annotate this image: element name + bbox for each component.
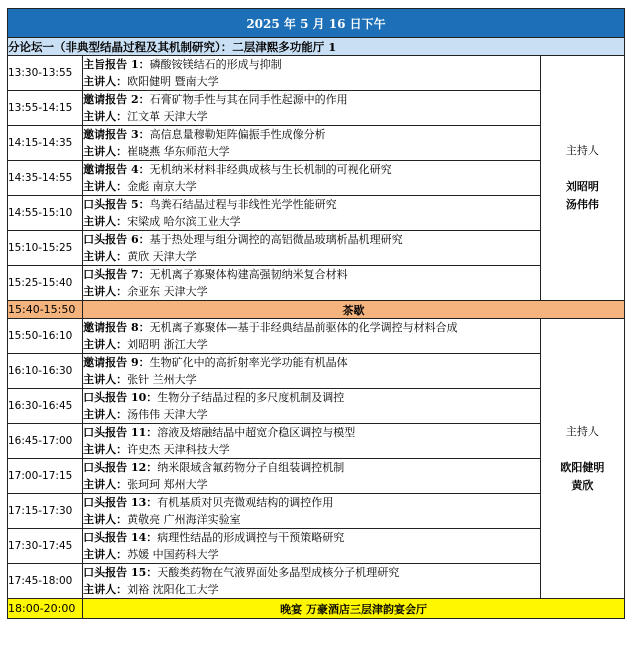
speaker-label: 主讲人： [83,408,128,421]
talk-kind: 邀请报告 4： [83,163,150,176]
talk-kind: 口头报告 10： [83,391,158,404]
chair-name: 汤伟伟 [565,198,599,211]
talk-row [8,56,625,91]
talk-title-line [83,529,540,546]
speaker-name: 汤伟伟 天津大学 [127,408,208,421]
talk-topic: 无机离子寡聚体—基于非经典结晶前驱体的化学调控与材料合成 [149,321,458,334]
talk-cell [83,424,541,459]
break-label: 茶歇 [83,301,625,319]
talk-cell [83,529,541,564]
talk-topic: 石膏矿物手性与其在同手性起源中的作用 [149,93,348,106]
speaker-line [83,73,540,90]
talk-kind: 口头报告 15： [83,566,158,579]
speaker-line [83,441,540,458]
forum-title: 分论坛一（非典型结晶过程及其机制研究）：二层津熙多功能厅 1 [8,38,625,56]
talk-topic: 鸟粪石结晶过程与非线性光学性能研究 [149,198,337,211]
schedule-body [8,9,625,619]
speaker-line [83,283,540,300]
talk-time: 15:50-16:10 [8,319,83,354]
talk-kind: 口头报告 6： [83,233,150,246]
dinner-time: 18:00-20:00 [8,599,83,619]
speaker-line [83,248,540,265]
speaker-name: 黄敬亮 广州海洋实验室 [127,513,241,526]
talk-row [8,424,625,459]
talk-cell [83,56,541,91]
speaker-name: 江文革 天津大学 [127,110,208,123]
talk-topic: 溶液及熔融结晶中超宽介稳区调控与模型 [157,426,356,439]
talk-topic: 生物矿化中的高折射率光学功能有机晶体 [149,356,348,369]
speaker-name: 张珂珂 郑州大学 [127,478,208,491]
talk-time: 13:55-14:15 [8,91,83,126]
dinner-label: 晚宴 万豪酒店三层津韵宴会厅 [83,599,625,619]
speaker-label: 主讲人： [83,548,128,561]
talk-title-line [83,389,540,406]
talk-title-line [83,196,540,213]
talk-cell [83,91,541,126]
talk-cell [83,389,541,424]
talk-kind: 口头报告 5： [83,198,150,211]
talk-title-line [83,459,540,476]
talk-time: 15:25-15:40 [8,266,83,301]
chair-name: 刘昭明 [565,180,599,193]
talk-time: 17:30-17:45 [8,529,83,564]
talk-time: 16:30-16:45 [8,389,83,424]
talk-title-line [83,564,540,581]
talk-row [8,459,625,494]
speaker-name: 欧阳健明 暨南大学 [127,75,219,88]
speaker-line [83,336,540,353]
speaker-line [83,108,540,125]
talk-cell [83,494,541,529]
speaker-label: 主讲人： [83,250,128,263]
talk-topic: 病理性结晶的形成调控与干预策略研究 [157,531,345,544]
talk-topic: 有机基质对贝壳微观结构的调控作用 [157,496,334,509]
talk-cell [83,354,541,389]
talk-time: 17:45-18:00 [8,564,83,599]
speaker-name: 宋梁成 哈尔滨工业大学 [127,215,241,228]
speaker-label: 主讲人： [83,180,128,193]
talk-topic: 天酸类药物在气液界面处多晶型成核分子机理研究 [157,566,400,579]
talk-kind: 邀请报告 3： [83,128,150,141]
speaker-label: 主讲人： [83,215,128,228]
talk-kind: 口头报告 14： [83,531,158,544]
speaker-label: 主讲人： [83,285,128,298]
talk-cell [83,266,541,301]
talk-title-line [83,494,540,511]
talk-topic: 磷酸铵镁结石的形成与抑制 [149,58,282,71]
talk-cell [83,126,541,161]
talk-row [8,389,625,424]
speaker-name: 苏媛 中国药科大学 [127,548,219,561]
chair-label: 主持人 [565,144,599,157]
break-time: 15:40-15:50 [8,301,83,319]
talk-row [8,161,625,196]
chair-label: 主持人 [565,424,599,438]
speaker-line [83,406,540,423]
talk-title-line [83,266,540,283]
speaker-name: 张针 兰州大学 [127,373,197,386]
speaker-label: 主讲人： [83,513,128,526]
talk-row [8,529,625,564]
speaker-line [83,581,540,598]
talk-title-line [83,231,540,248]
talk-topic: 无机离子寡聚体构建高强韧纳米复合材料 [149,268,348,281]
speaker-label: 主讲人： [83,338,128,351]
talk-title-line [83,354,540,371]
speaker-line [83,476,540,493]
speaker-label: 主讲人： [83,478,128,491]
talk-time: 14:55-15:10 [8,196,83,231]
speaker-label: 主讲人： [83,75,128,88]
talk-topic: 无机纳米材料非经典成核与生长机制的可视化研究 [149,163,392,176]
speaker-label: 主讲人： [83,443,128,456]
speaker-name: 金彪 南京大学 [127,180,197,193]
dinner-row [8,599,625,619]
talk-title-line [83,126,540,143]
talk-time: 14:15-14:35 [8,126,83,161]
speaker-line [83,213,540,230]
talk-cell [83,319,541,354]
talk-time: 16:45-17:00 [8,424,83,459]
speaker-label: 主讲人： [83,373,128,386]
speaker-line [83,546,540,563]
talk-topic: 生物分子结晶过程的多尺度机制及调控 [157,391,345,404]
speaker-line [83,511,540,528]
talk-time: 17:15-17:30 [8,494,83,529]
speaker-line [83,143,540,160]
tea-break-row [8,301,625,319]
talk-row [8,564,625,599]
talk-kind: 口头报告 13： [83,496,158,509]
talk-kind: 口头报告 11： [83,426,158,439]
talk-row [8,266,625,301]
talk-time: 13:30-13:55 [8,56,83,91]
speaker-name: 刘昭明 浙江大学 [127,338,208,351]
chair-cell [540,319,624,599]
talk-time: 17:00-17:15 [8,459,83,494]
talk-title-line [83,319,540,336]
chair-name: 欧阳健明 [560,460,605,474]
speaker-line [83,371,540,388]
talk-cell [83,564,541,599]
speaker-name: 刘裕 沈阳化工大学 [127,583,219,596]
talk-row [8,494,625,529]
speaker-label: 主讲人： [83,145,128,158]
talk-kind: 口头报告 12： [83,461,158,474]
speaker-label: 主讲人： [83,583,128,596]
talk-kind: 邀请报告 8： [83,321,150,334]
speaker-name: 崔晓燕 华东师范大学 [127,145,230,158]
talk-row [8,196,625,231]
talk-cell [83,161,541,196]
speaker-line [83,178,540,195]
talk-row [8,354,625,389]
talk-row [8,231,625,266]
date-header-row [8,9,625,38]
talk-time: 16:10-16:30 [8,354,83,389]
talk-kind: 邀请报告 9： [83,356,150,369]
talk-time: 15:10-15:25 [8,231,83,266]
talk-cell [83,459,541,494]
chair-name: 黄欣 [571,478,594,492]
talk-row [8,319,625,354]
chair-cell [540,56,624,301]
talk-topic: 基于热处理与组分调控的高铝微晶玻璃析晶机理研究 [149,233,403,246]
talk-row [8,126,625,161]
date-header: 2025 年 5 月 16 日下午 [8,9,625,38]
speaker-name: 许史杰 天津科技大学 [127,443,230,456]
speaker-label: 主讲人： [83,110,128,123]
talk-kind: 主旨报告 1： [83,58,150,71]
speaker-name: 黄欣 天津大学 [127,250,197,263]
talk-title-line [83,424,540,441]
talk-title-line [83,91,540,108]
talk-topic: 高信息量穆勒矩阵偏振手性成像分析 [149,128,326,141]
talk-time: 14:35-14:55 [8,161,83,196]
forum-title-row [8,38,625,56]
talk-title-line [83,161,540,178]
schedule-table [7,8,625,619]
speaker-name: 余亚东 天津大学 [127,285,208,298]
talk-title-line [83,56,540,73]
talk-kind: 邀请报告 2： [83,93,150,106]
talk-row [8,91,625,126]
talk-cell [83,196,541,231]
talk-topic: 纳米限域含氟药物分子自组装调控机制 [157,461,345,474]
talk-cell [83,231,541,266]
talk-kind: 口头报告 7： [83,268,150,281]
